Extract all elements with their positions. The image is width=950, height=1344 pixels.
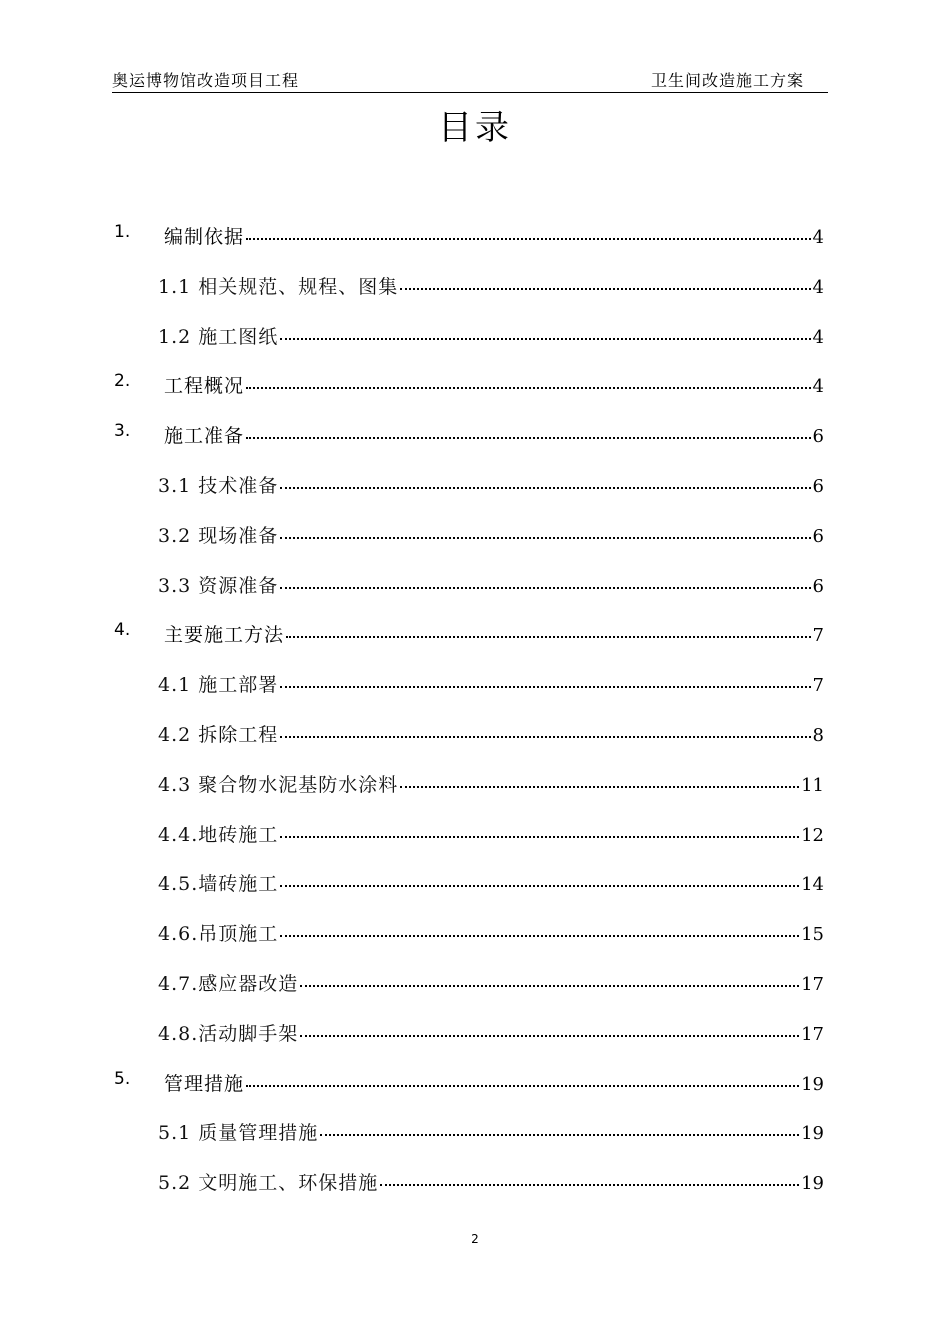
- toc-entry-line: [164, 421, 824, 448]
- toc-entry-page: 19: [801, 1123, 824, 1144]
- toc-entry-label: 施工准备: [164, 425, 245, 447]
- toc-entry[interactable]: [0, 820, 950, 850]
- toc-entry-line: [158, 322, 824, 349]
- toc-entry-line: [158, 1168, 824, 1195]
- toc-entry-label: 1.2 施工图纸: [158, 326, 279, 348]
- toc-entry-line: [158, 471, 824, 498]
- toc-entry-line: [164, 620, 824, 647]
- toc-entry-label: 工程概况: [164, 375, 245, 397]
- toc-entry-line: [158, 521, 824, 548]
- toc-dot-leader: [400, 786, 799, 788]
- toc-entry[interactable]: [0, 322, 950, 352]
- toc-entry-label: 管理措施: [164, 1073, 245, 1095]
- toc-entry-page: 7: [812, 625, 824, 646]
- toc-entry[interactable]: [0, 620, 950, 650]
- toc-entry[interactable]: [0, 770, 950, 800]
- toc-dot-leader: [280, 686, 810, 688]
- toc-entry-page: 6: [812, 476, 824, 497]
- toc-entry-page: 8: [812, 725, 824, 746]
- toc-entry-number: 3.: [114, 421, 131, 441]
- toc-entry[interactable]: [0, 670, 950, 700]
- toc-entry-page: 4: [812, 227, 824, 248]
- toc-entry-label: 1.1 相关规范、规程、图集: [158, 276, 399, 298]
- toc-entry-label: 4.6.吊顶施工: [158, 923, 279, 945]
- toc-entry-line: [158, 770, 824, 797]
- toc-entry-page: 19: [801, 1173, 824, 1194]
- toc-entry-line: [164, 371, 824, 398]
- toc-dot-leader: [246, 437, 811, 439]
- toc-title: 目录: [438, 108, 512, 148]
- toc-entry-label: 4.4.地砖施工: [158, 824, 279, 846]
- toc-entry-line: [158, 272, 824, 299]
- toc-entry[interactable]: [0, 571, 950, 601]
- toc-entry-line: [158, 1118, 824, 1145]
- toc-entry-label: 5.2 文明施工、环保措施: [158, 1172, 379, 1194]
- toc-entry[interactable]: [0, 1168, 950, 1198]
- toc-entry-number: 2.: [114, 371, 131, 391]
- toc-entry[interactable]: [0, 272, 950, 302]
- toc-entry-line: [158, 670, 824, 697]
- toc-entry-number: 4.: [114, 620, 131, 640]
- toc-dot-leader: [400, 288, 810, 290]
- toc-dot-leader: [300, 985, 799, 987]
- toc-entry-label: 5.1 质量管理措施: [158, 1122, 319, 1144]
- toc-entry-label: 4.1 施工部署: [158, 674, 279, 696]
- toc-entry[interactable]: [0, 1019, 950, 1049]
- toc-dot-leader: [286, 636, 811, 638]
- toc-dot-leader: [280, 338, 810, 340]
- toc-entry[interactable]: [0, 371, 950, 401]
- toc-dot-leader: [246, 238, 811, 240]
- toc-entry-line: [164, 222, 824, 249]
- toc-entry[interactable]: [0, 471, 950, 501]
- toc-entry-line: [158, 919, 824, 946]
- toc-dot-leader: [246, 1085, 799, 1087]
- toc-entry-page: 6: [812, 526, 824, 547]
- toc-dot-leader: [320, 1134, 799, 1136]
- toc-dot-leader: [300, 1035, 799, 1037]
- toc-entry-label: 3.2 现场准备: [158, 525, 279, 547]
- toc-entry-label: 3.1 技术准备: [158, 475, 279, 497]
- toc-entry[interactable]: [0, 1118, 950, 1148]
- toc-entry-page: 11: [801, 775, 824, 796]
- toc-entry-number: 1.: [114, 222, 131, 242]
- toc-entry[interactable]: [0, 919, 950, 949]
- toc-entry-page: 15: [801, 924, 824, 945]
- toc-dot-leader: [246, 387, 811, 389]
- toc-entry-page: 6: [812, 576, 824, 597]
- toc-dot-leader: [280, 487, 810, 489]
- toc-entry-page: 6: [812, 426, 824, 447]
- header-document-title: 卫生间改造施工方案: [650, 71, 804, 90]
- toc-entry-label: 4.8.活动脚手架: [158, 1023, 299, 1045]
- toc-entry[interactable]: [0, 421, 950, 451]
- toc-entry-page: 4: [812, 277, 824, 298]
- toc-entry-page: 12: [801, 825, 824, 846]
- toc-entry-page: 7: [812, 675, 824, 696]
- toc-entry-label: 编制依据: [164, 226, 245, 248]
- toc-entry-line: [158, 969, 824, 996]
- toc-entry-label: 主要施工方法: [164, 624, 285, 646]
- toc-entry-line: [158, 1019, 824, 1046]
- toc-entry[interactable]: [0, 521, 950, 551]
- toc-dot-leader: [280, 836, 799, 838]
- toc-entry-label: 4.3 聚合物水泥基防水涂料: [158, 774, 399, 796]
- toc-entry-page: 4: [812, 327, 824, 348]
- toc-dot-leader: [280, 537, 810, 539]
- toc-entry-line: [158, 571, 824, 598]
- toc-entry-page: 4: [812, 376, 824, 397]
- toc-dot-leader: [280, 587, 810, 589]
- toc-dot-leader: [280, 935, 799, 937]
- toc-entry-number: 5.: [114, 1069, 131, 1089]
- toc-entry[interactable]: [0, 222, 950, 252]
- page-number: 2: [471, 1232, 479, 1246]
- toc-entry-line: [158, 869, 824, 896]
- toc-entry-page: 17: [801, 1024, 824, 1045]
- toc-entry[interactable]: [0, 1069, 950, 1099]
- toc-entry-line: [164, 1069, 824, 1096]
- toc-entry-line: [158, 720, 824, 747]
- toc-entry[interactable]: [0, 720, 950, 750]
- toc-entry-label: 4.5.墙砖施工: [158, 873, 279, 895]
- toc-dot-leader: [280, 736, 810, 738]
- toc-entry-label: 4.2 拆除工程: [158, 724, 279, 746]
- toc-entry-page: 14: [801, 874, 824, 895]
- toc-entry-line: [158, 820, 824, 847]
- toc-dot-leader: [280, 885, 799, 887]
- toc-entry[interactable]: [0, 969, 950, 999]
- toc-entry-page: 17: [801, 974, 824, 995]
- header-project-name: 奥运博物馆改造项目工程: [112, 71, 300, 90]
- toc-entry-label: 3.3 资源准备: [158, 575, 279, 597]
- toc-dot-leader: [380, 1184, 799, 1186]
- toc-entry-page: 19: [801, 1074, 824, 1095]
- toc-entry[interactable]: [0, 869, 950, 899]
- toc-entry-label: 4.7.感应器改造: [158, 973, 299, 995]
